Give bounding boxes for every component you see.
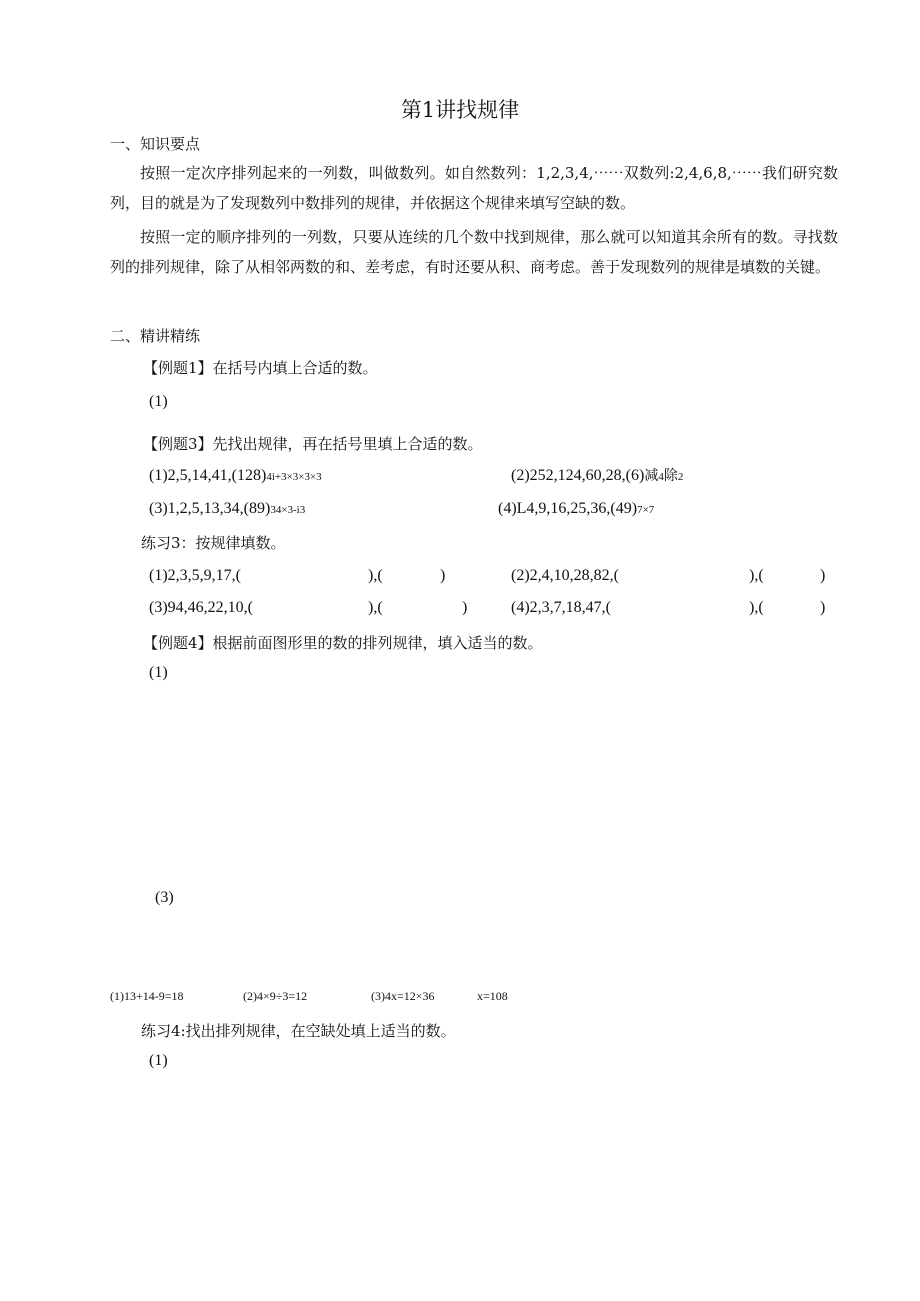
practice4-heading: 练习4:找出排列规律，在空缺处填上适当的数。 xyxy=(141,1022,456,1040)
example3-item3-note: 34×3-i3 xyxy=(270,504,306,516)
example3-item2-note-subtract: 减 xyxy=(644,468,659,484)
practice3-heading: 练习3：按规律填数。 xyxy=(141,534,286,552)
practice3-item2-separator: ),( xyxy=(749,567,764,584)
example1-heading: 【例题1】在括号内填上合适的数。 xyxy=(143,359,378,377)
answer-2: (2)4×9÷3=12 xyxy=(243,989,308,1003)
example4-heading: 【例题4】根据前面图形里的数的排列规律，填入适当的数。 xyxy=(143,634,543,652)
example3-item1-note: 4i+3×3×3×3 xyxy=(266,471,322,483)
example1-item1-label: (1) xyxy=(149,393,168,410)
practice3-item4-close: ) xyxy=(820,599,826,616)
section-heading-practice: 二、精讲精练 xyxy=(110,327,201,345)
practice3-item1-sequence: (1)2,3,5,9,17,( xyxy=(149,567,241,584)
example3-heading: 【例题3】先找出规律，再在括号里填上合适的数。 xyxy=(143,435,483,453)
example3-item2-note-num1: 4 xyxy=(658,471,664,483)
paragraph-sequence-definition: 按照一定次序排列起来的一列数，叫做数列。如自然数列：1,2,3,4,⋯⋯双数列:2,4,6,8,⋯⋯我们研究数列，目的就是为了发现数列中数排列的规律，并依据这个规律来填写空缺的数。 xyxy=(110,164,838,212)
practice3-item1-separator: ),( xyxy=(368,567,383,584)
section-heading-knowledge: 一、知识要点 xyxy=(110,135,201,153)
example3-item3-sequence: (3)1,2,5,13,34,(89) xyxy=(149,500,271,517)
example3-item3 xyxy=(149,498,305,518)
practice3-item2-close: ) xyxy=(820,567,826,584)
example3-item4-note: 7×7 xyxy=(637,504,655,516)
practice3-item4-separator: ),( xyxy=(749,599,764,616)
example3-item4-sequence: (4)L4,9,16,25,36,(49) xyxy=(498,500,638,517)
practice3-item4-sequence: (4)2,3,7,18,47,( xyxy=(511,599,611,616)
example3-item4 xyxy=(498,498,654,518)
practice3-item1-close: ) xyxy=(440,567,446,584)
practice4-item1-label: (1) xyxy=(149,1052,168,1069)
example3-item2 xyxy=(511,465,683,485)
example4-item1-label: (1) xyxy=(149,664,168,681)
paragraph-finding-rules: 按照一定的顺序排列的一列数，只要从连续的几个数中找到规律，那么就可以知道其余所有的数。寻找数列的排列规律，除了从相邻两数的和、差考虑，有时还要从积、商考虑。善于发现数列的规律是填数的关键。 xyxy=(110,228,838,276)
example4-item3-label: (3) xyxy=(155,889,174,906)
practice3-item3-sequence: (3)94,46,22,10,( xyxy=(149,599,253,616)
answer-3-result: x=108 xyxy=(477,989,508,1003)
practice3-item3-close: ) xyxy=(462,599,468,616)
example3-item2-sequence: (2)252,124,60,28,(6) xyxy=(511,467,645,484)
example3-item2-note-num2: 2 xyxy=(677,471,684,483)
example3-item1 xyxy=(149,465,322,485)
practice3-item2-sequence: (2)2,4,10,28,82,( xyxy=(511,567,619,584)
answer-1: (1)13+14-9=18 xyxy=(110,989,184,1003)
answer-3: (3)4x=12×36 xyxy=(371,989,435,1003)
practice3-item3-separator: ),( xyxy=(368,599,383,616)
page-title: 第1讲找规律 xyxy=(400,98,520,122)
example3-item1-sequence: (1)2,5,14,41,(128) xyxy=(149,467,267,484)
example3-item2-note-divide: 除 xyxy=(663,468,678,484)
